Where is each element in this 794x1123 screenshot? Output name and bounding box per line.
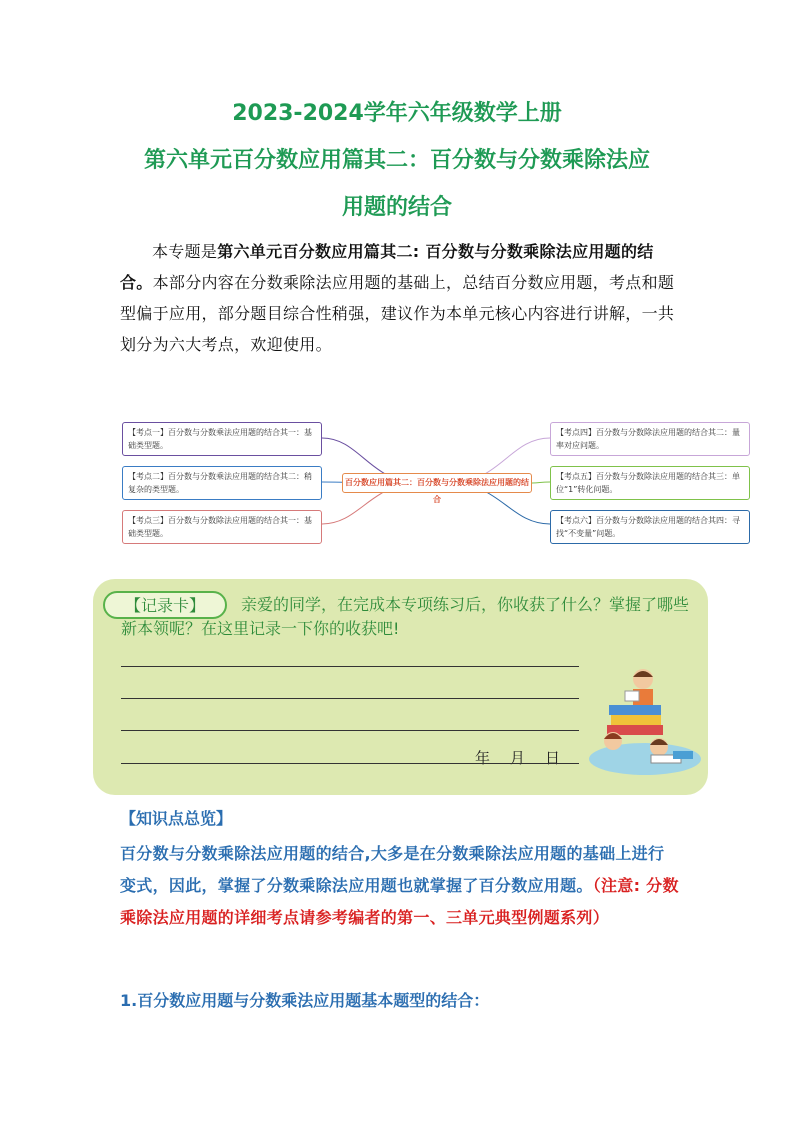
record-date [475, 747, 580, 768]
knowledge-paragraph [120, 838, 680, 934]
mind-node-4: 【考点四】百分数与分数除法应用题的结合其二：量率对应问题。 [550, 422, 750, 456]
mind-node-3: 【考点三】百分数与分数除法应用题的结合其一：基础类型题。 [122, 510, 322, 544]
writing-line-2[interactable] [121, 698, 579, 699]
mind-node-2: 【考点二】百分数与分数乘法应用题的结合其二：稍复杂的类型题。 [122, 466, 322, 500]
doc-title-line2: 第六单元百分数应用篇其二：百分数与分数乘除法应 [143, 148, 650, 173]
writing-line-3[interactable] [121, 730, 579, 731]
mind-node-1: 【考点一】百分数与分数乘法应用题的结合其一：基础类型题。 [122, 422, 322, 456]
writing-line-4[interactable] [121, 763, 579, 764]
mind-map [120, 418, 752, 550]
knowledge-heading: 【知识点总览】 [120, 809, 233, 828]
knowledge-note: （注意: 分数乘除法应用题的详细考点请参考编者的第一、三单元典型例题系列） [120, 876, 679, 927]
doc-title-line3: 用题的结合 [341, 195, 452, 220]
intro-rest: 本部分内容在分数乘除法应用题的基础上，总结百分数应用题，考点和题型偏于应用，部分题目综合性稍强，建议作为本单元核心内容进行讲解，一共划分为六大考点，欢迎使用。 [120, 273, 675, 354]
record-card-tag: 【记录卡】 [103, 591, 227, 619]
writing-line-1[interactable] [121, 666, 579, 667]
mind-center-node: 百分数应用篇其二：百分数与分数乘除法应用题的结合 [342, 473, 532, 493]
intro-bold: 第六单元百分数应用篇其二: 百分数与分数乘除法应用题的结合。 [120, 242, 654, 292]
children-reading-illustration [585, 667, 705, 779]
date-month: 月 [510, 749, 528, 767]
record-card-text: 亲爱的同学，在完成本专项练习后，你收获了什么？掌握了哪些新本领呢？在这里记录一下你的收获吧! [121, 595, 690, 638]
knowledge-subheading-1: 1.百分数应用题与分数乘法应用题基本题型的结合： [120, 991, 490, 1010]
intro-paragraph [120, 236, 680, 360]
record-card [93, 579, 708, 795]
mind-node-5: 【考点五】百分数与分数除法应用题的结合其三：单位“1”转化问题。 [550, 466, 750, 500]
intro-lead: 本专题是 [152, 242, 218, 261]
mind-node-6: 【考点六】百分数与分数除法应用题的结合其四：寻找“不变量”问题。 [550, 510, 750, 544]
knowledge-text: 百分数与分数乘除法应用题的结合,大多是在分数乘除法应用题的基础上进行变式，因此，掌握了分数乘除法应用题也就掌握了百分数应用题。 [120, 844, 665, 895]
date-year: 年 [475, 749, 493, 767]
date-day: 日 [545, 749, 563, 767]
doc-title-line1: 2023-2024学年六年级数学上册 [232, 101, 562, 126]
